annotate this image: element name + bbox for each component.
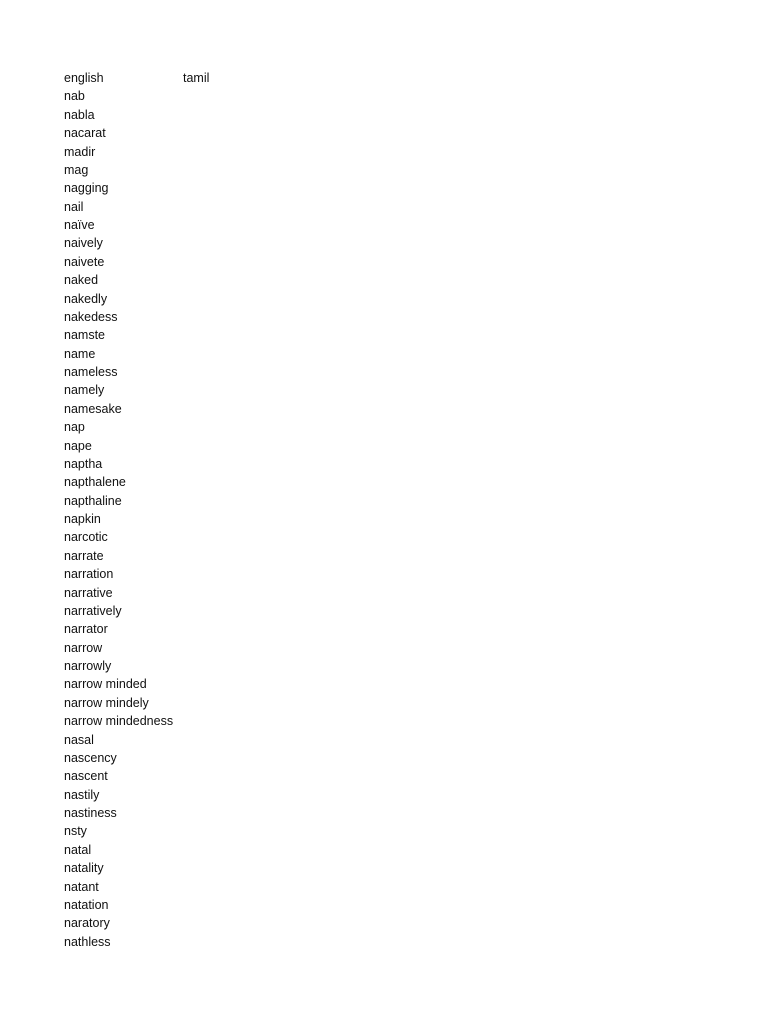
english-word-cell: narratively [64,603,122,618]
english-word-cell: namely [64,383,105,398]
tamil-word-cell [183,198,303,216]
table-row [64,584,303,602]
table-row [64,308,303,326]
table-row [64,749,303,767]
table-row [64,675,303,693]
english-word-cell: nabla [64,107,95,122]
table-row [64,492,303,510]
tamil-word-cell [183,253,303,271]
table-row [64,896,303,914]
table-row [64,87,303,105]
english-word-cell: napthaline [64,493,122,508]
tamil-word-cell [183,400,303,418]
english-word-cell: nastily [64,787,100,802]
table-row [64,547,303,565]
english-word-cell: naked [64,273,99,288]
header-english: english [64,71,104,85]
english-word-cell: naptha [64,456,103,471]
tamil-word-cell [183,492,303,510]
english-word-cell: narrate [64,548,104,563]
tamil-word-cell [183,455,303,473]
table-row [64,161,303,179]
tamil-word-cell [183,234,303,252]
tamil-word-cell [183,620,303,638]
english-word-cell: narrow mindely [64,695,149,710]
tamil-word-cell [183,363,303,381]
tamil-word-cell [183,639,303,657]
table-row [64,345,303,363]
english-word-cell: nagging [64,181,109,196]
english-word-cell: narrow [64,640,103,655]
tamil-word-cell [183,859,303,877]
table-row [64,437,303,455]
tamil-word-cell [183,161,303,179]
header-row [64,69,303,87]
table-row [64,271,303,289]
tamil-word-cell [183,694,303,712]
english-word-cell: naively [64,236,103,251]
english-word-cell: narrator [64,622,108,637]
tamil-word-cell [183,418,303,436]
english-word-cell: mag [64,162,89,177]
english-word-cell: madir [64,144,96,159]
table-row [64,400,303,418]
english-word-cell: nascency [64,750,117,765]
table-row [64,473,303,491]
english-word-cell: natant [64,879,99,894]
table-row [64,106,303,124]
tamil-word-cell [183,290,303,308]
english-word-cell: natation [64,897,109,912]
english-word-cell: nacarat [64,126,106,141]
english-word-cell: narrow minded [64,677,147,692]
table-row [64,198,303,216]
tamil-word-cell [183,124,303,142]
table-row [64,290,303,308]
english-word-cell: natal [64,842,92,857]
header-tamil: tamil [183,71,210,85]
english-word-cell: natality [64,861,104,876]
tamil-word-cell [183,143,303,161]
tamil-word-cell [183,804,303,822]
table-row [64,528,303,546]
tamil-word-cell [183,602,303,620]
english-word-cell: nakedly [64,291,108,306]
tamil-word-cell [183,106,303,124]
table-row [64,657,303,675]
tamil-word-cell [183,381,303,399]
tamil-word-cell [183,914,303,932]
english-word-cell: naivete [64,254,105,269]
tamil-word-cell [183,584,303,602]
tamil-word-cell [183,712,303,730]
english-word-cell: nascent [64,769,108,784]
table-row [64,418,303,436]
tamil-word-cell [183,216,303,234]
english-word-cell: narrowly [64,659,112,673]
table-row [64,363,303,381]
english-word-cell: name [64,346,96,361]
table-row [64,859,303,877]
english-word-cell: nathless [64,934,111,949]
tamil-word-cell [183,878,303,896]
tamil-word-cell [183,87,303,105]
tamil-word-cell [183,473,303,491]
word-rows [64,87,303,951]
table-row [64,712,303,730]
table-row [64,381,303,399]
english-word-cell: nameless [64,365,118,379]
table-row [64,767,303,785]
tamil-word-cell [183,528,303,546]
table-row [64,124,303,142]
tamil-word-cell [183,345,303,363]
tamil-word-cell [183,822,303,840]
english-word-cell: nail [64,199,84,214]
english-word-cell: napthalene [64,475,126,490]
tamil-word-cell [183,896,303,914]
table-row [64,326,303,344]
english-word-cell: narcotic [64,530,108,545]
table-row [64,786,303,804]
english-word-cell: napkin [64,512,101,526]
tamil-word-cell [183,547,303,565]
table-row [64,253,303,271]
english-word-cell: narration [64,567,114,582]
english-word-cell: nsty [64,824,87,839]
english-word-cell: nap [64,420,85,435]
table-row [64,510,303,528]
english-word-cell: nab [64,89,85,104]
english-word-cell: nakedess [64,309,118,324]
tamil-word-cell [183,565,303,583]
tamil-word-cell [183,179,303,197]
table-row [64,694,303,712]
tamil-word-cell [183,308,303,326]
table-row [64,822,303,840]
table-row [64,933,303,951]
tamil-word-cell [183,657,303,675]
english-word-cell: narrow mindedness [64,714,174,729]
table-row [64,455,303,473]
table-row [64,639,303,657]
table-row [64,914,303,932]
table-row [64,234,303,252]
tamil-word-cell [183,510,303,528]
english-word-cell: namste [64,328,105,343]
table-row [64,878,303,896]
english-word-cell: nape [64,438,92,453]
tamil-word-cell [183,326,303,344]
tamil-word-cell [183,731,303,749]
tamil-word-cell [183,767,303,785]
word-table [64,69,303,951]
table-row [64,804,303,822]
table-row [64,565,303,583]
english-word-cell: nastiness [64,806,117,820]
table-row [64,602,303,620]
table-row [64,143,303,161]
table-row [64,179,303,197]
tamil-word-cell [183,749,303,767]
english-word-cell: narrative [64,585,113,600]
english-word-cell: naïve [64,218,95,232]
tamil-word-cell [183,933,303,951]
english-word-cell: namesake [64,401,122,416]
tamil-word-cell [183,271,303,289]
english-word-cell: nasal [64,732,94,747]
tamil-word-cell [183,437,303,455]
table-row [64,620,303,638]
table-row [64,731,303,749]
table-row [64,841,303,859]
tamil-word-cell [183,841,303,859]
english-word-cell: naratory [64,916,110,931]
tamil-word-cell [183,675,303,693]
table-row [64,216,303,234]
tamil-word-cell [183,786,303,804]
